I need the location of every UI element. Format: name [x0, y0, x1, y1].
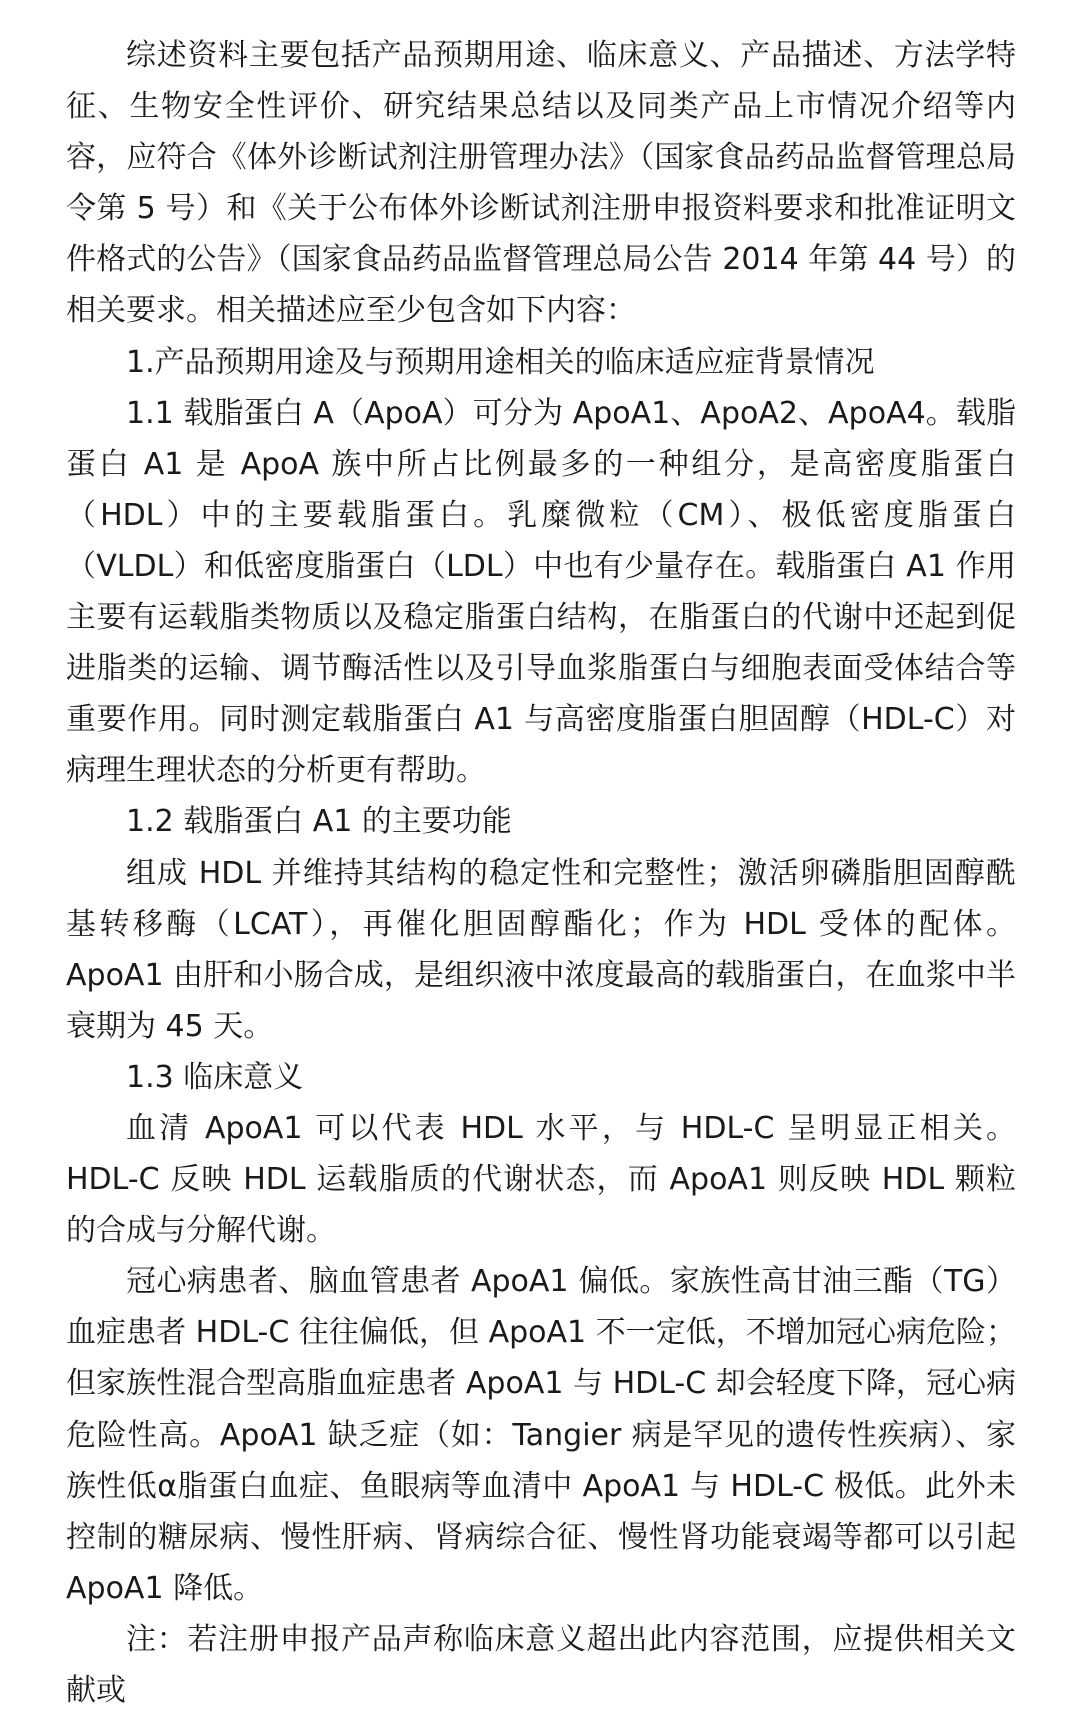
paragraph-serum-apoa1: 血清 ApoA1 可以代表 HDL 水平，与 HDL-C 呈明显正相关。HDL-C 反映 HDL 运载脂质的代谢状态，而 ApoA1 则反映 HDL 颗粒的合成与分解代谢。: [66, 1110, 1016, 1249]
paragraph-apoa-classification: 1.1 载脂蛋白 A（ApoA）可分为 ApoA1、ApoA2、ApoA4。载脂蛋白 A1 是 ApoA 族中所占比例最多的一种组分，是高密度脂蛋白（HDL）中的主要载脂蛋白。乳糜微粒（CM）、极低密度脂蛋白（VLDL）和低密度脂蛋白（LDL）中也有少量存在。载脂蛋白 A1 作用主要有运载脂类物质以及稳定脂蛋白结构，在脂蛋白的代谢中还起到促进脂类的运输、调节酶活性以及引导血浆脂蛋白与细胞表面受体结合等重要作用。同时测定载脂蛋白 A1 与高密度脂蛋白胆固醇（HDL-C）对病理生理状态的分析更有帮助。: [66, 395, 1016, 789]
paragraph-main-function: 组成 HDL 并维持其结构的稳定性和完整性；激活卵磷脂胆固醇酰基转移酶（LCAT），再催化胆固醇酯化；作为 HDL 受体的配体。ApoA1 由肝和小肠合成，是组织液中浓度最高的载脂蛋白，在血浆中半衰期为 45 天。: [66, 855, 1016, 1044]
heading-main-function: 1.2 载脂蛋白 A1 的主要功能: [126, 804, 512, 840]
heading-intended-use: 1.产品预期用途及与预期用途相关的临床适应症背景情况: [126, 344, 875, 380]
paragraph-overview: 综述资料主要包括产品预期用途、临床意义、产品描述、方法学特征、生物安全性评价、研究结果总结以及同类产品上市情况介绍等内容，应符合《体外诊断试剂注册管理办法》（国家食品药品监督管理总局令第 5 号）和《关于公布体外诊断试剂注册申报资料要求和批准证明文件格式的公告》（国家食品药品监督管理总局公告 2014 年第 44 号）的相关要求。相关描述应至少包含如下内容：: [66, 38, 1016, 329]
document-body: [66, 30, 1026, 1716]
paragraph-patients: 冠心病患者、脑血管患者 ApoA1 偏低。家族性高甘油三酯（TG）血症患者 HDL-C 往往偏低，但 ApoA1 不一定低，不增加冠心病危险；但家族性混合型高脂血症患者 ApoA1 与 HDL-C 却会轻度下降，冠心病危险性高。ApoA1 缺乏症（如：Tangier 病是罕见的遗传性疾病）、家族性低α脂蛋白血症、鱼眼病等血清中 ApoA1 与 HDL-C 极低。此外未控制的糖尿病、慢性肝病、肾病综合征、慢性肾功能衰竭等都可以引起 ApoA1 降低。: [66, 1264, 1026, 1606]
heading-clinical-significance: 1.3 临床意义: [126, 1059, 304, 1095]
paragraph-note: 注：若注册申报产品声称临床意义超出此内容范围，应提供相关文献或: [66, 1621, 1016, 1708]
